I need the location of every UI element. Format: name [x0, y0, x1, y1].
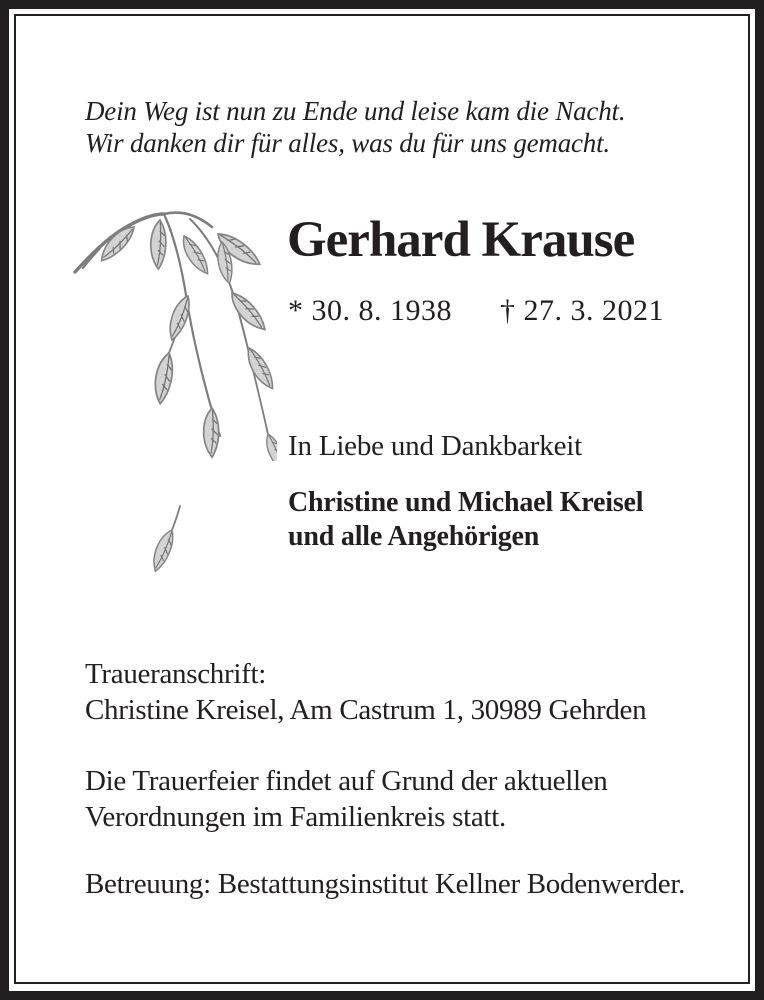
mourners-line-2: und alle Angehörigen: [288, 521, 540, 552]
branch-leaves-icon: [72, 196, 277, 461]
epigraph: [85, 95, 625, 159]
falling-leaf-icon: [128, 500, 203, 595]
funeral-home-note: Betreuung: Bestattungsinstitut Kellner Bodenwerder.: [85, 868, 686, 900]
mourning-address-label: Traueranschrift:: [85, 658, 266, 690]
birth-date: * 30. 8. 1938: [288, 294, 452, 327]
closing-line: In Liebe und Dankbarkeit: [288, 430, 582, 462]
ceremony-note-line-1: Die Trauerfeier findet auf Grund der aktuellen: [85, 765, 608, 797]
epigraph-line-2: Wir danken dir für alles, was du für uns gemacht.: [85, 128, 610, 158]
mourning-address: [85, 656, 646, 728]
deceased-name: Gerhard Krause: [287, 212, 635, 268]
life-dates: [288, 294, 664, 328]
death-date: † 27. 3. 2021: [500, 294, 664, 327]
ceremony-note-line-2: Verordnungen im Familienkreis statt.: [85, 801, 506, 833]
epigraph-line-1: Dein Weg ist nun zu Ende und leise kam die Nacht.: [85, 96, 626, 126]
ceremony-note: [85, 763, 608, 835]
mourning-address-value: Christine Kreisel, Am Castrum 1, 30989 Gehrden: [85, 694, 647, 726]
mourners: [288, 486, 643, 554]
mourners-line-1: Christine und Michael Kreisel: [288, 487, 644, 518]
